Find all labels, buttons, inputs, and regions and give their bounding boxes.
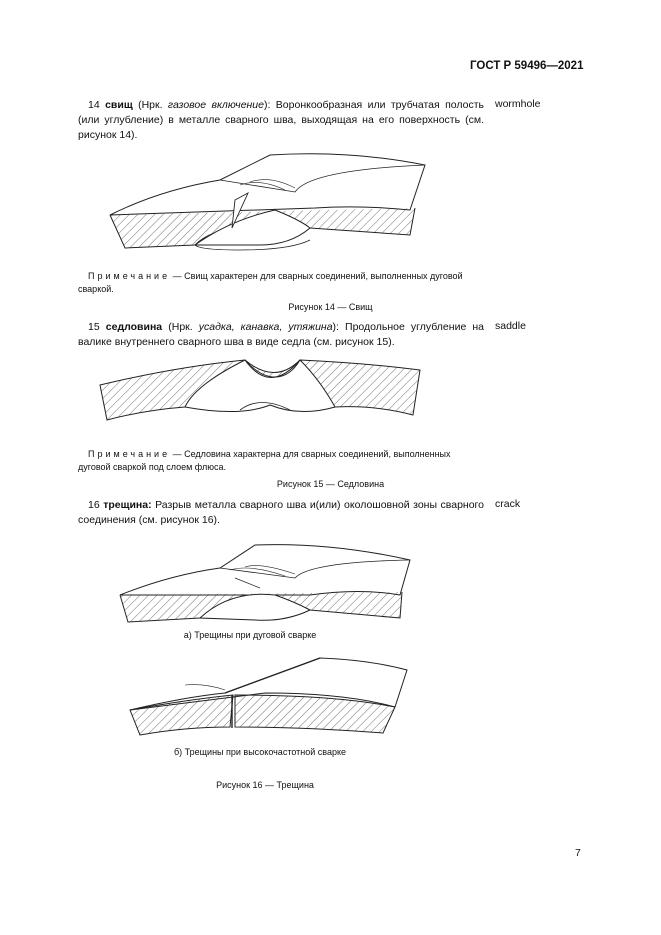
term-16-english: crack [495,498,521,510]
note-label: Примечание [88,271,171,281]
term-14-entry [78,98,484,143]
term-definition: ): Продольное углубление на валике внутреннего сварного шва в виде седла (см. рисунок 15). [78,321,484,348]
figure-16a-arc-weld-crack-drawing [110,540,420,625]
note-15 [78,448,484,474]
term-definition: ): Воронкообразная или трубчатая полость (или углубление) в металле сварного шва, выходящая на его поверхность (см. рисунок 14). [78,99,485,141]
figure-14-caption: Рисунок 14 — Свищ [288,302,373,312]
note-text: — Седловина характерна для сварных соединений, выполненных дуговой сваркой под слоем флюса. [78,449,451,472]
term-number: 14 [88,99,100,111]
figure-16-caption: Рисунок 16 — Трещина [216,780,314,790]
term-14-english: wormhole [495,98,541,110]
term-name: трещина: [103,499,152,511]
figure-15-caption: Рисунок 15 — Седловина [276,479,385,489]
term-16-entry [78,498,484,528]
term-number: 15 [88,321,100,333]
page-number: 7 [575,847,581,859]
term-15-english: saddle [495,320,526,332]
note-text: — Свищ характерен для сварных соединений, выполненных дуговой сваркой. [78,271,463,294]
term-alt: усадка, канавка, утяжина [198,321,333,333]
term-number: 16 [88,499,100,511]
note-14 [78,270,484,296]
figure-14-wormhole-drawing [100,150,440,260]
term-15-entry [78,320,484,350]
term-pre-alt: (Нрк. [162,321,199,333]
note-label: Примечание [88,449,171,459]
term-definition: Разрыв металла сварного шва и(или) околошовной зоны сварного соединения (см. рисунок 16). [78,499,484,526]
term-alt: газовое включение [167,99,264,111]
figure-16b-hf-weld-crack-drawing [125,655,415,740]
figure-16a-subcaption: а) Трещины при дуговой сварке [183,630,317,640]
figure-16b-subcaption: б) Трещины при высокочастотной сварке [173,747,347,757]
term-pre-alt: (Нрк. [132,99,168,111]
term-name: свищ [105,99,133,111]
figure-15-saddle-drawing [95,355,425,430]
term-name: седловина [105,321,163,333]
document-code: ГОСТ Р 59496—2021 [470,60,584,72]
